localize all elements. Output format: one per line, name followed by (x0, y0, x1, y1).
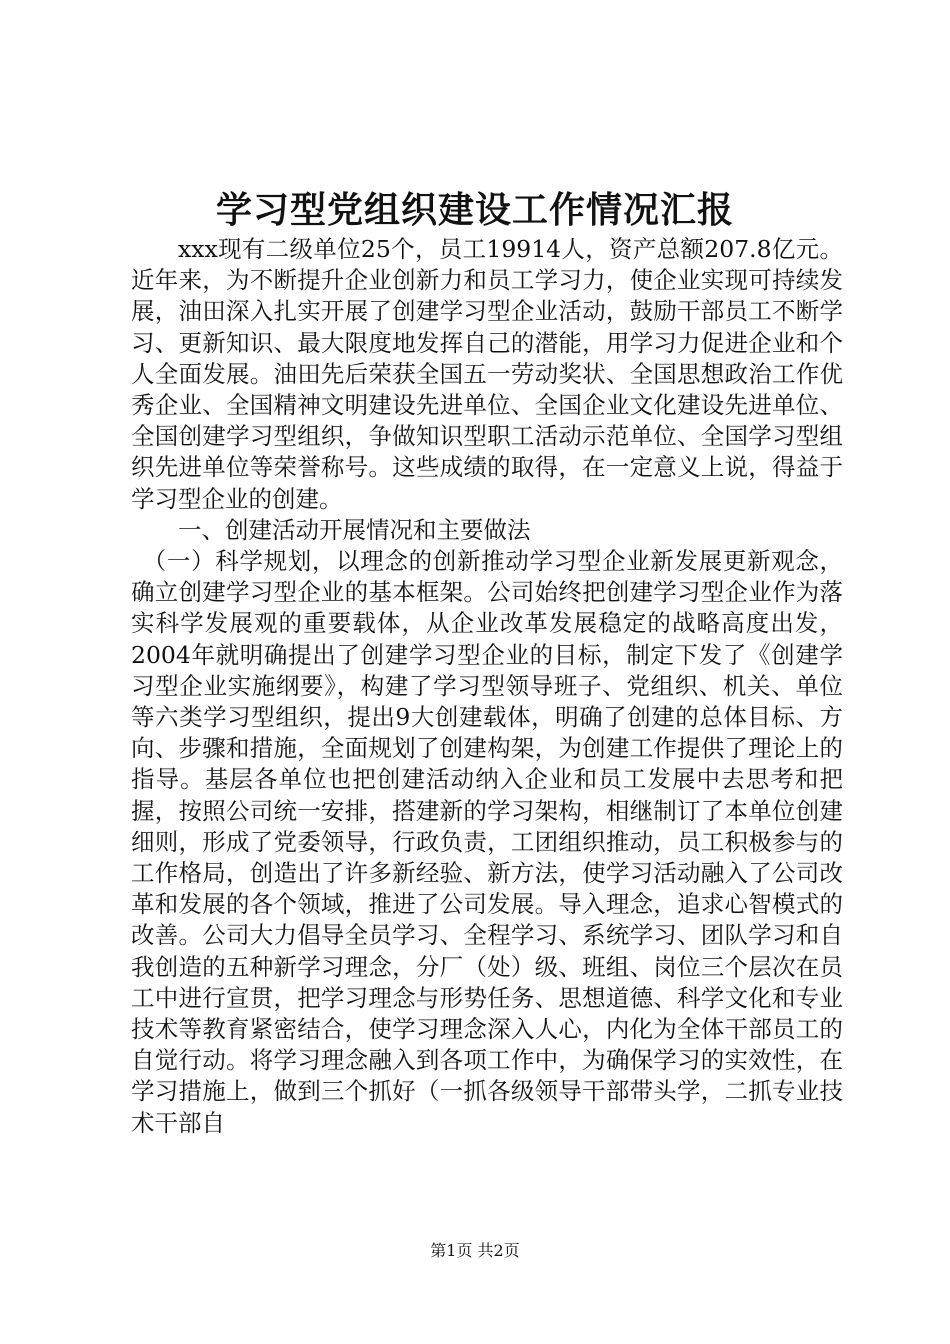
section-heading: 一、创建活动开展情况和主要做法 (178, 515, 531, 544)
paragraph-section-1: （一）科学规划，以理念的创新推动学习型企业新发展更新观念，确立创建学习型企业的基本框架。公司始终把创建学习型企业作为落实科学发展观的重要载体，从企业改革发展稳定的战略高度出发，2004年就明确提出了创建学习型企业的目标，制定下发了《创建学习型企业实施纲要》，构建了学习型领导班子、党组织、机关、单位等六类学习型组织，提出9大创建载体，明确了创建的总体目标、方向、步骤和措施，全面规划了创建构架，为创建工作提供了理论上的指导。基层各单位也把创建活动纳入企业和员工发展中去思考和把握，按照公司统一安排，搭建新的学习架构，相继制订了本单位创建细则，形成了党委领导，行政负责，工团组织推动，员工积极参与的工作格局，创造出了许多新经验、新方法，使学习活动融入了公司改革和发展的各个领域，推进了公司发展。导入理念，追求心智模式的改善。公司大力倡导全员学习、全程学习、系统学习、团队学习和自我创造的五种新学习理念，分厂（处）级、班组、岗位三个层次在员工中进行宣贯，把学习理念与形势任务、思想道德、科学文化和专业技术等教育紧密结合，使学习理念深入人心，内化为全体干部员工的自觉行动。将学习理念融入到各项工作中，为确保学习的实效性，在学习措施上，做到三个抓好（一抓各级领导干部带头学，二抓专业技术干部自 (131, 547, 843, 1137)
paragraph-intro: xxx现有二级单位25个，员工19914人，资产总额207.8亿元。近年来，为不断提升企业创新力和员工学习力，使企业实现可持续发展，油田深入扎实开展了创建学习型企业活动，鼓励干部员工不断学习、更新知识、最大限度地发挥自己的潜能，用学习力促进企业和个人全面发展。油田先后荣获全国五一劳动奖状、全国思想政治工作优秀企业、全国精神文明建设先进单位、全国企业文化建设先进单位、全国创建学习型组织，争做知识型职工活动示范单位、全国学习型组织先进单位等荣誉称号。这些成绩的取得，在一定意义上说，得益于学习型企业的创建。 (131, 235, 843, 513)
document-body (131, 234, 843, 1139)
page-number: 第1页 共2页 (430, 1241, 520, 1260)
document-title: 学习型党组织建设工作情况汇报 (215, 189, 734, 231)
